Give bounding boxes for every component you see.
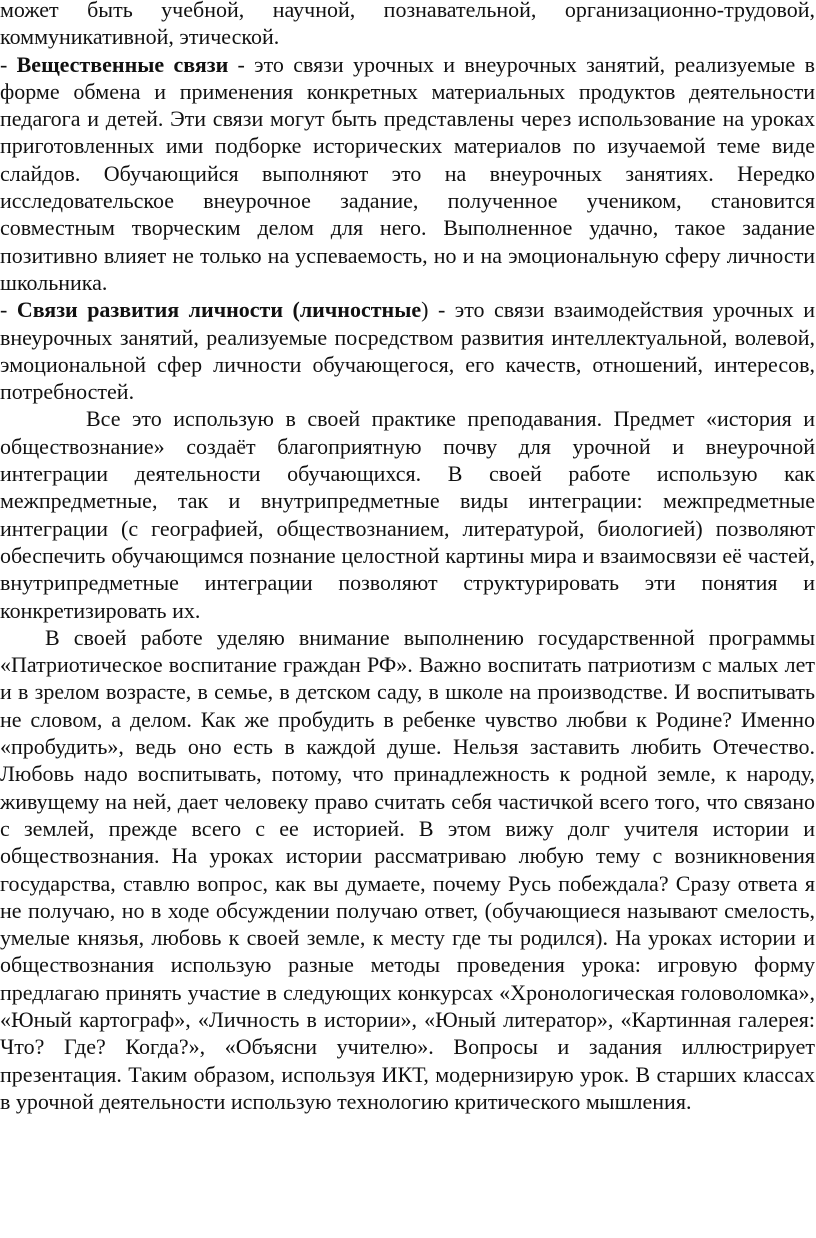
paragraph-patriotic [0, 624, 815, 1115]
paragraph-personality-links-text: ) - это связи взаимодействия урочных и внеурочных занятий, реализуемые посредством развития интеллектуальной, волевой, эмоциональной сфер личности обучающегося, его качеств, отношений, интересов, потребностей. [0, 297, 816, 405]
paragraph-practice-text: Все это использую в своей практике преподавания. Предмет «история и обществознание» создаёт благоприятную почву для урочной и внеурочной интеграции деятельности обучающихся. В своей работе использую как межпредметные, так и внутрипредметные виды интеграции: межпредметные интеграции (с географией, обществознанием, литературой, биологией) позволяют обеспечить обучающимся познание целостной картины мира и взаимосвязи её частей, внутрипредметные интеграции позволяют структурировать эти понятия и конкретизировать их. [0, 406, 815, 623]
list-dash: - [0, 297, 17, 323]
term-personality-links: Связи развития личности (личностные [16, 297, 422, 323]
paragraph-practice [0, 405, 815, 623]
paragraph-personality-links [0, 296, 815, 405]
paragraph-material-links [0, 51, 815, 297]
paragraph-1-text: может быть учебной, научной, познавательной, организационно-трудовой, коммуникативной, этической. [0, 0, 815, 50]
term-material-links: Вещественные связи [16, 51, 229, 77]
paragraph-1 [0, 0, 815, 51]
paragraph-material-links-text: - это связи урочных и внеурочных занятий, реализуемые в форме обмена и применения конкретных материальных продуктов деятельности педагога и детей. Эти связи могут быть представлены через использование на уроках приготовленных ими подборке исторических материалов по изучаемой теме виде слайдов. Обучающийся выполняют это на внеурочных занятиях. Нередко исследовательское внеурочное задание, полученное учеником, становится совместным творческим делом для него. Выполненное удачно, такое задание позитивно влияет не только на успеваемость, но и на эмоциональную сферу личности школьника. [0, 51, 815, 295]
paragraph-patriotic-text: В своей работе уделяю внимание выполнению государственной программы «Патриотическое воспитание граждан РФ». Важно воспитать патриотизм с малых лет и в зрелом возрасте, в семье, в детском саду, в школе на производстве. И воспитывать не словом, а делом. Как же пробудить в ребенке чувство любви к Родине? Именно «пробудить», ведь оно есть в каждой душе. Нельзя заставить любить Отечество. Любовь надо воспитывать, потому, что принадлежность к родной земле, к народу, живущему на ней, дает человеку право считать себя частичкой всего того, что связано с землей, прежде всего с ее историей. В этом вижу долг учителя истории и обществознания. На уроках истории рассматриваю любую тему с возникновения государства, ставлю вопрос, как вы думаете, почему Русь побеждала? Сразу ответа я не получаю, но в ходе обсуждении получаю ответ, (обучающиеся называют смелость, умелые князья, любовь к своей земле, к месту где ты родился). На уроках истории и обществознания использую разные методы проведения урока: игровую форму предлагаю принять участие в следующих конкурсах «Хронологическая головоломка», «Юный картограф», «Личность в истории», «Юный литератор», «Картинная галерея: Что? Где? Когда?», «Объясни учителю». Вопросы и задания иллюстрирует презентация. Таким образом, используя ИКТ, модернизирую урок. В старших классах в урочной деятельности использую технологию критического мышления. [0, 624, 815, 1114]
list-dash: - [0, 51, 17, 77]
